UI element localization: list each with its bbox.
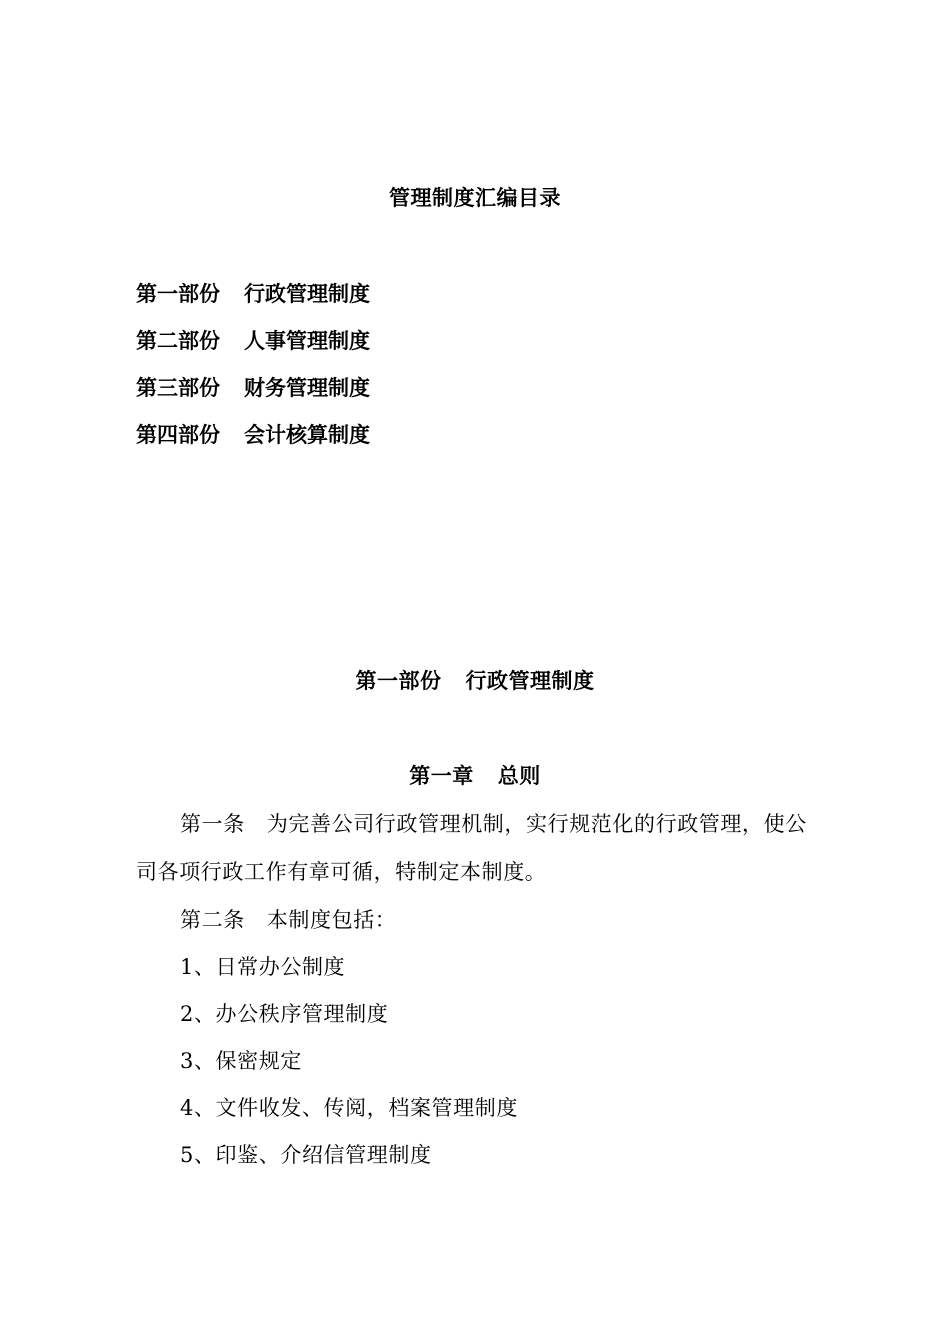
- toc-item: [136, 372, 370, 402]
- toc-name: 行政管理制度: [244, 282, 370, 306]
- article-2: [180, 904, 396, 934]
- toc-part: 第一部份: [136, 282, 220, 306]
- part-heading-name: 行政管理制度: [465, 669, 595, 693]
- list-item: 3、保密规定: [180, 1049, 302, 1073]
- article-1-line-2: 司各项行政工作有章可循，特制定本制度。: [136, 860, 547, 884]
- chapter-heading: [0, 760, 950, 790]
- toc-item: [136, 419, 370, 449]
- toc-name: 会计核算制度: [244, 423, 370, 447]
- toc-item: [136, 325, 370, 355]
- article-1-label: 第一条: [180, 812, 245, 836]
- article-2-label: 第二条: [180, 908, 245, 932]
- list-item: 2、办公秩序管理制度: [180, 1002, 389, 1026]
- article-1-line-1: [180, 808, 807, 838]
- toc-part: 第二部份: [136, 329, 220, 353]
- article-1-text: 为完善公司行政管理机制，实行规范化的行政管理，使公: [266, 812, 807, 836]
- list-item: 4、文件收发、传阅，档案管理制度: [180, 1096, 518, 1120]
- chapter-label: 第一章: [409, 764, 474, 788]
- toc-part: 第四部份: [136, 423, 220, 447]
- part-heading-part: 第一部份: [355, 669, 442, 693]
- toc-name: 财务管理制度: [244, 376, 370, 400]
- toc-part: 第三部份: [136, 376, 220, 400]
- article-2-text: 本制度包括：: [266, 908, 397, 932]
- document-title: 管理制度汇编目录: [389, 186, 561, 210]
- toc-name: 人事管理制度: [244, 329, 370, 353]
- part-heading: [0, 665, 950, 695]
- chapter-name: 总则: [497, 764, 541, 788]
- list-item: 5、印鉴、介绍信管理制度: [180, 1143, 432, 1167]
- toc-item: [136, 278, 370, 308]
- list-item: 1、日常办公制度: [180, 955, 346, 979]
